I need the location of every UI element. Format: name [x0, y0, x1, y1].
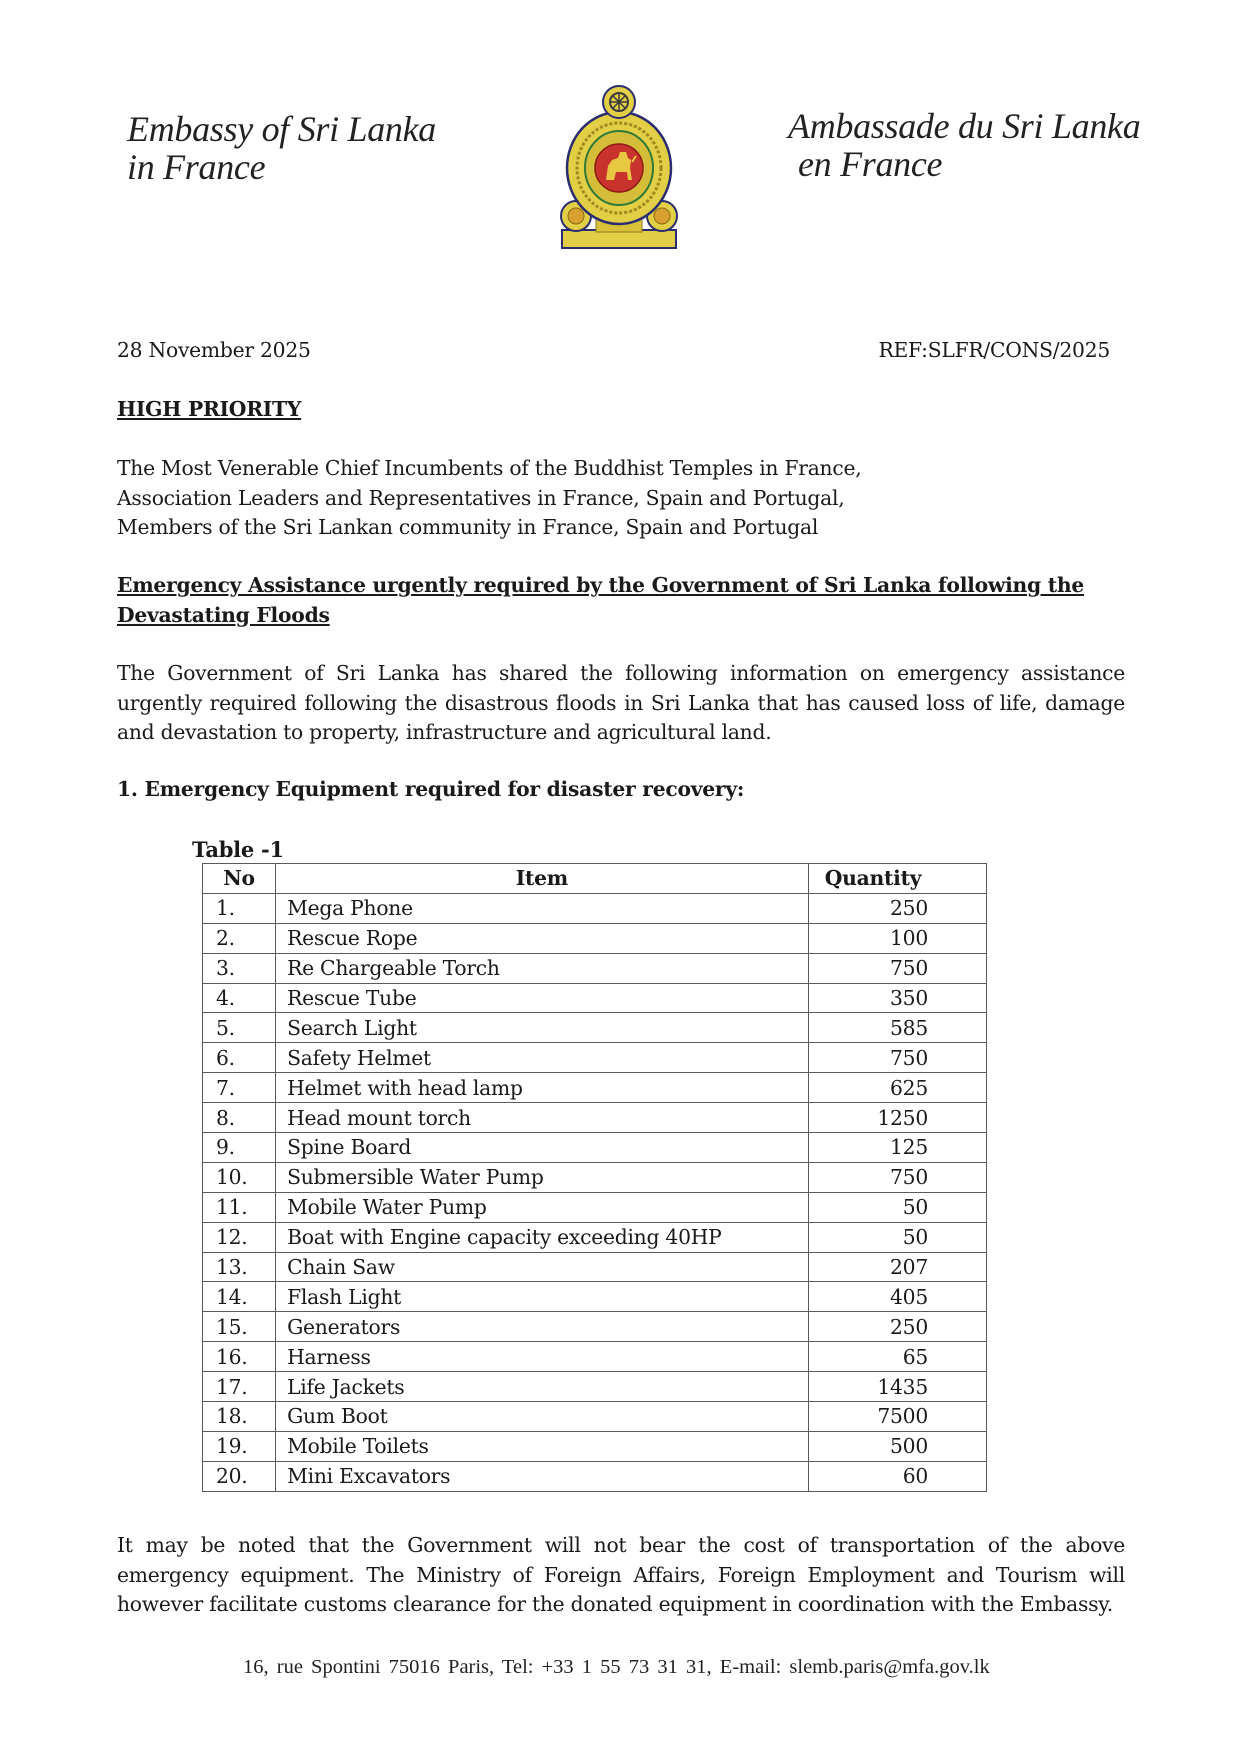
row-item: Spine Board [276, 1133, 809, 1163]
row-no: 18. [203, 1402, 276, 1432]
table-row [203, 923, 987, 953]
row-item: Helmet with head lamp [276, 1073, 809, 1103]
row-quantity: 100 [808, 923, 986, 953]
row-item: Search Light [276, 1013, 809, 1043]
row-no: 15. [203, 1312, 276, 1342]
row-no: 16. [203, 1342, 276, 1372]
column-header-no: No [203, 864, 276, 894]
row-no: 13. [203, 1252, 276, 1282]
row-item: Generators [276, 1312, 809, 1342]
row-quantity: 50 [808, 1192, 986, 1222]
letterhead-english-line1: Embassy of Sri Lanka [127, 109, 437, 149]
row-no: 12. [203, 1222, 276, 1252]
row-quantity: 1435 [808, 1372, 986, 1402]
table-row [203, 1312, 987, 1342]
equipment-table [202, 863, 987, 1492]
row-quantity: 250 [808, 893, 986, 923]
row-item: Harness [276, 1342, 809, 1372]
row-no: 6. [203, 1043, 276, 1073]
row-quantity: 585 [808, 1013, 986, 1043]
row-item: Flash Light [276, 1282, 809, 1312]
row-quantity: 350 [808, 983, 986, 1013]
row-item: Mobile Water Pump [276, 1192, 809, 1222]
priority-label: HIGH PRIORITY [117, 397, 302, 421]
row-no: 3. [203, 953, 276, 983]
table-row [203, 1282, 987, 1312]
recipient-line: The Most Venerable Chief Incumbents of the Buddhist Temples in France, [117, 456, 862, 480]
table-row [203, 1222, 987, 1252]
table-row [203, 1192, 987, 1222]
table-row [203, 1013, 987, 1043]
recipient-line: Association Leaders and Representatives in France, Spain and Portugal, [117, 485, 845, 510]
row-quantity: 405 [808, 1282, 986, 1312]
table-row [203, 953, 987, 983]
row-quantity: 750 [808, 953, 986, 983]
table-row [203, 1372, 987, 1402]
column-header-quantity: Quantity [808, 864, 986, 894]
column-header-item: Item [276, 864, 809, 894]
row-item: Safety Helmet [276, 1043, 809, 1073]
row-quantity: 65 [808, 1342, 986, 1372]
section-1-heading: 1. Emergency Equipment required for disaster recovery: [117, 777, 745, 801]
letterhead-french-line1: Ambassade du Sri Lanka [788, 106, 1141, 146]
letterhead-french [788, 107, 1140, 183]
footer-contact: 16, rue Spontini 75016 Paris, Tel: +33 1 55 73 31 31, E-mail: slemb.paris@mfa.gov.lk [243, 1656, 990, 1678]
row-no: 2. [203, 923, 276, 953]
row-quantity: 125 [808, 1133, 986, 1163]
row-quantity: 750 [808, 1043, 986, 1073]
row-no: 14. [203, 1282, 276, 1312]
table-row [203, 1402, 987, 1432]
row-item: Gum Boot [276, 1402, 809, 1432]
row-item: Boat with Engine capacity exceeding 40HP [276, 1222, 809, 1252]
document-date: 28 November 2025 [117, 338, 311, 362]
document-reference: REF:SLFR/CONS/2025 [878, 338, 1110, 362]
table-row [203, 1342, 987, 1372]
table-row [203, 1252, 987, 1282]
row-item: Submersible Water Pump [276, 1162, 809, 1192]
row-item: Rescue Tube [276, 983, 809, 1013]
row-item: Mega Phone [276, 893, 809, 923]
row-no: 5. [203, 1013, 276, 1043]
row-no: 9. [203, 1133, 276, 1163]
table-row [203, 1103, 987, 1133]
closing-paragraph: It may be noted that the Government will not bear the cost of transportation of the above emergency equipment. The Ministry of Foreign Affairs, Foreign Employment and Tourism will however facilitate customs clearance for the donated equipment in coordination with the Embassy. [117, 1533, 1125, 1616]
row-no: 10. [203, 1162, 276, 1192]
row-quantity: 50 [808, 1222, 986, 1252]
row-no: 20. [203, 1461, 276, 1491]
row-quantity: 625 [808, 1073, 986, 1103]
row-quantity: 1250 [808, 1103, 986, 1133]
row-no: 4. [203, 983, 276, 1013]
table-row [203, 1162, 987, 1192]
intro-paragraph: The Government of Sri Lanka has shared the following information on emergency assistance urgently required following the disastrous floods in Sri Lanka that has caused loss of life, damage and devastation to property, infrastructure and agricultural land. [117, 661, 1125, 744]
row-quantity: 60 [808, 1461, 986, 1491]
subject-heading: Emergency Assistance urgently required by the Government of Sri Lanka following the Devastating Floods [117, 573, 1085, 627]
row-item: Life Jackets [276, 1372, 809, 1402]
row-quantity: 7500 [808, 1402, 986, 1432]
table-header-row [203, 864, 987, 894]
table-row [203, 1043, 987, 1073]
row-item: Mobile Toilets [276, 1431, 809, 1461]
row-item: Re Chargeable Torch [276, 953, 809, 983]
row-no: 8. [203, 1103, 276, 1133]
row-quantity: 500 [808, 1431, 986, 1461]
letterhead-english-line2: in France [127, 147, 266, 187]
row-quantity: 207 [808, 1252, 986, 1282]
table-row [203, 893, 987, 923]
row-no: 1. [203, 893, 276, 923]
letterhead-english [127, 110, 436, 186]
row-item: Head mount torch [276, 1103, 809, 1133]
row-no: 17. [203, 1372, 276, 1402]
table-body [203, 893, 987, 1491]
row-no: 11. [203, 1192, 276, 1222]
table-row [203, 1133, 987, 1163]
row-item: Rescue Rope [276, 923, 809, 953]
recipient-line: Members of the Sri Lankan community in France, Spain and Portugal [117, 515, 819, 539]
table-caption: Table -1 [192, 837, 284, 862]
table-row [203, 1431, 987, 1461]
letterhead-french-line2: en France [798, 144, 943, 184]
recipients-block [117, 454, 1127, 543]
table-row [203, 1073, 987, 1103]
row-no: 7. [203, 1073, 276, 1103]
national-emblem-icon [556, 80, 682, 252]
row-item: Mini Excavators [276, 1461, 809, 1491]
row-item: Chain Saw [276, 1252, 809, 1282]
table-row [203, 1461, 987, 1491]
row-quantity: 250 [808, 1312, 986, 1342]
row-no: 19. [203, 1431, 276, 1461]
row-quantity: 750 [808, 1162, 986, 1192]
table-row [203, 983, 987, 1013]
